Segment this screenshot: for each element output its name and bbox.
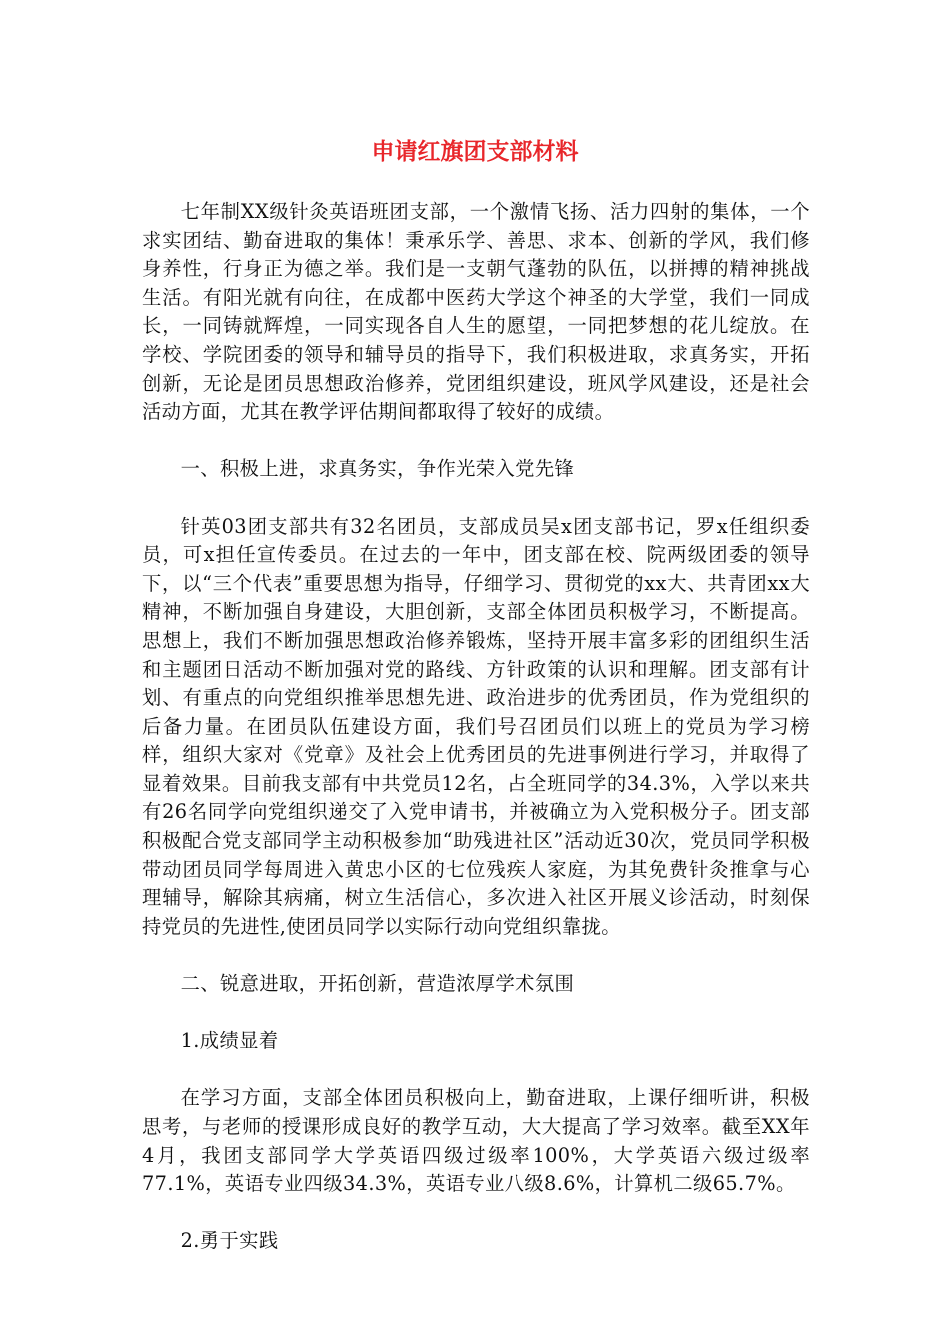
section-heading-2: 二、锐意进取，开拓创新，营造浓厚学术氛围 xyxy=(180,972,575,996)
subheading-achievements: 1.成绩显着 xyxy=(180,1029,279,1053)
document-title: 申请红旗团支部材料 xyxy=(371,139,579,165)
section-1-paragraph: 针英03团支部共有32名团员，支部成员吴x团支部书记，罗x任组织委员，可x担任宣传委员。在过去的一年中，团支部在校、院两级团委的领导下，以“三个代表”重要思想为指导，仔细学习、贯彻党的xx大、共青团xx大精神，不断加强自身建设，大胆创新，支部全体团员积极学习，不断提高。思想上，我们不断加强思想政治修养锻炼，坚持开展丰富多彩的团组织生活和主题团日活动不断加强对党的路线、方针政策的认识和理解。团支部有计划、有重点的向党组织推举思想先进、政治进步的优秀团员，作为党组织的后备力量。在团员队伍建设方面，我们号召团员们以班上的党员为学习榜样，组织大家对《党章》及社会上优秀团员的先进事例进行学习，并取得了显着效果。目前我支部有中共党员12名，占全班同学的34.3%，入学以来共有26名同学向党组织递交了入党申请书，并被确立为入党积极分子。团支部积极配合党支部同学主动积极参加“助残进社区”活动近30次，党员同学积极带动团员同学每周进入黄忠小区的七位残疾人家庭，为其免费针灸推拿与心理辅导，解除其病痛，树立生活信心，多次进入社区开展义诊活动，时刻保持党员的先进性,使团员同学以实际行动向党组织靠拢。 xyxy=(142,514,810,938)
subheading-practice: 2.勇于实践 xyxy=(180,1229,279,1253)
document-body xyxy=(142,198,810,1256)
achievements-paragraph: 在学习方面，支部全体团员积极向上，勤奋进取，上课仔细听讲，积极思考，与老师的授课形成良好的教学互动，大大提高了学习效率。截至XX年4月，我团支部同学大学英语四级过级率100%，大学英语六级过级率77.1%，英语专业四级34.3%，英语专业八级8.6%，计算机二级65.7%。 xyxy=(142,1086,810,1196)
section-heading-1: 一、积极上进，求真务实，争作光荣入党先锋 xyxy=(180,457,575,481)
intro-paragraph: 七年制XX级针灸英语班团支部，一个激情飞扬、活力四射的集体，一个求实团结、勤奋进取的集体！秉承乐学、善思、求本、创新的学风，我们修身养性，行身正为德之举。我们是一支朝气蓬勃的队伍，以拼搏的精神挑战生活。有阳光就有向往，在成都中医药大学这个神圣的大学堂，我们一同成长，一同铸就辉煌，一同实现各自人生的愿望，一同把梦想的花儿绽放。在学校、学院团委的领导和辅导员的指导下，我们积极进取，求真务实，开拓创新，无论是团员思想政治修养，党团组织建设，班风学风建设，还是社会活动方面，尤其在教学评估期间都取得了较好的成绩。 xyxy=(142,200,810,424)
